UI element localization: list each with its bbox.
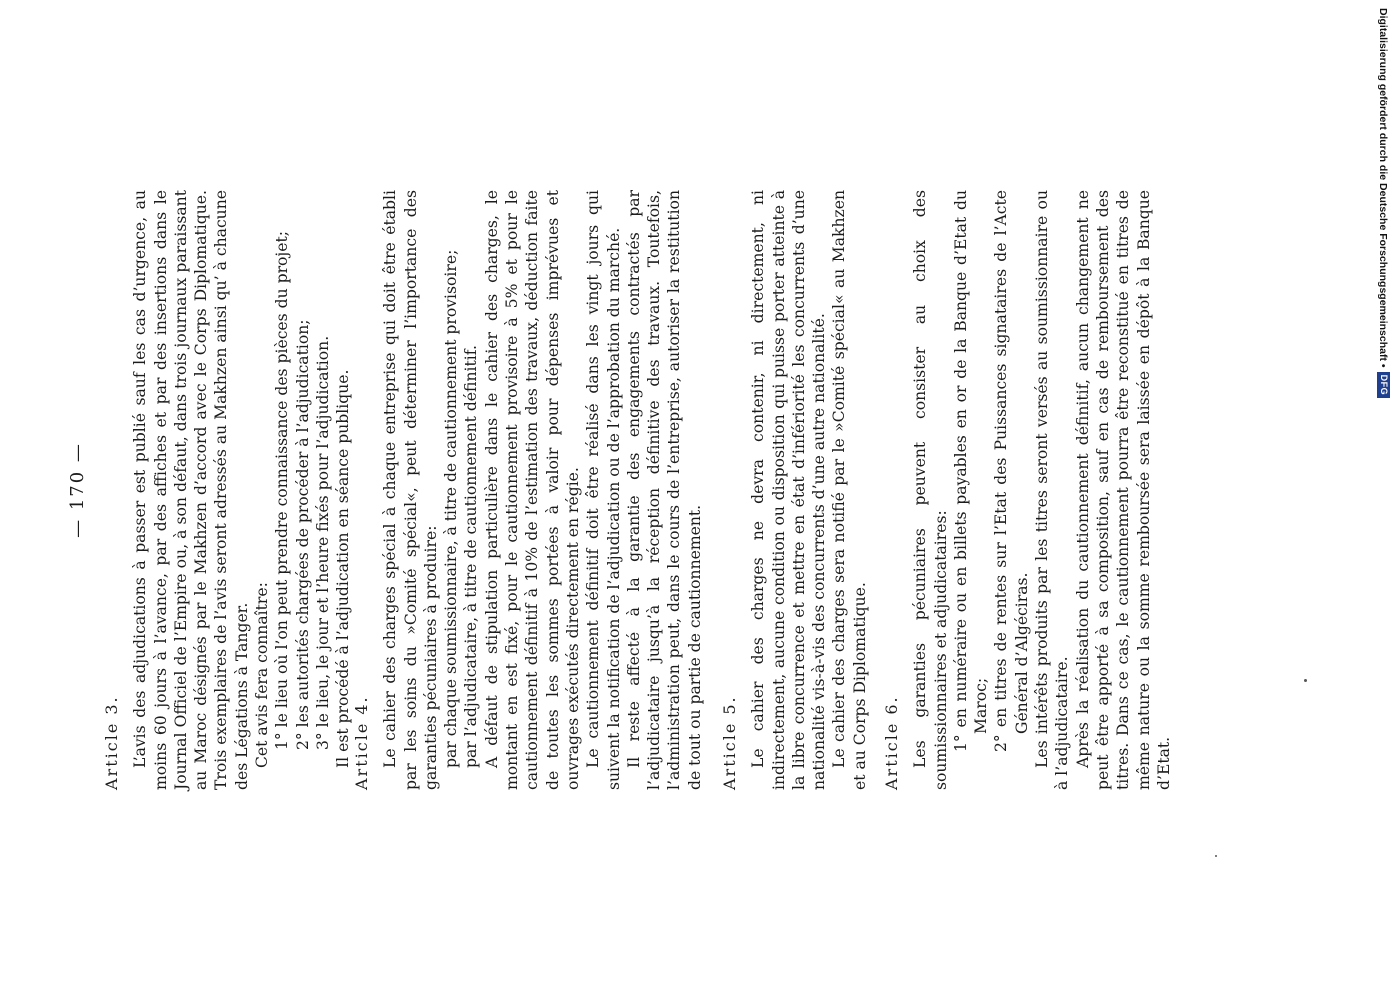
scan-speck	[1215, 855, 1217, 857]
article-3	[102, 190, 354, 790]
article-4-item: par chaque soumissionnaire, à titre de cautionnement provisoire;	[442, 249, 461, 768]
article-4-paragraph: A défaut de stipulation particulière dans le cahier des charges, le montant en est fixé, pour le cautionnement provisoire à 5% et pour le cautionnement définitif à 10% de l’estimation des travaux, déduction faite de toutes les sommes portées à valoir pour dépenses imprévues et ouvrages exécutés directement en régie.	[482, 190, 582, 790]
article-3-paragraph: L’avis des adjudications à passer est publié sauf les cas d’urgence, au moins 60 jours à l’avance, par des affiches et par des insertions dans le Journal Officiel de l’Empire ou, à son défaut, dans trois journaux paraissant au Maroc désignés par le Makhzen d’accord avec le Corps Diplomatique. Trois exemplaires de l’avis seront adressés au Makhzen ainsi qu’ à chacune des Légations à Tanger.	[131, 190, 251, 790]
article-5-paragraph: Le cahier des charges ne devra contenir, ni directement, ni indirectement, aucune condition ou disposition qui puisse porter atteinte à la libre concurrence et mettre en état d’infériorité les concurrents d’une nationalité vis-à-vis des concurrents d’une autre nationalité.	[749, 190, 829, 790]
article-3-item: 1° le lieu où l’on peut prendre connaissance des pièces du projet;	[273, 230, 292, 750]
dfg-logo: DFG	[1377, 372, 1390, 399]
page-number: — 170 —	[67, 442, 88, 538]
article-3-item: 2° les autorités chargées de procéder à l’adjudication;	[293, 319, 312, 750]
rotated-text-block	[60, 190, 1210, 790]
article-4-paragraph: Le cahier des charges spécial à chaque entreprise qui doit être établi par les soins du »Comité spécial«, peut déterminer l’importance des garanties pécuniaires à produire:	[381, 190, 440, 790]
article-5-title: Article 5.	[720, 695, 739, 790]
article-3-paragraph: Cet avis fera connaître:	[253, 582, 272, 768]
digitization-credit	[1377, 8, 1390, 398]
article-4-paragraph: Il reste affecté à la garantie des engagements contractés par l’adjudicataire jusqu’à la réception définitive des travaux. Toutefois, l’administration peut, dans le cours de l’entreprise, autoriser la restitution de tout ou partie de cautionnement.	[624, 190, 704, 790]
article-4-paragraph: Le cautionnement définitif doit être réalisé dans les vingt jours qui suivent la notification de l’adjudication ou de l’approbation du marché.	[584, 190, 623, 790]
scan-speck	[1304, 679, 1307, 682]
article-5	[720, 190, 870, 790]
article-4	[352, 190, 705, 790]
article-6-item: 2° en titres de rentes sur l’Etat des Puissances signataires de l’Acte Général d’Algéciras.	[992, 190, 1031, 752]
article-6-paragraph: Les intérêts produits par les titres seront versés au soumissionnaire ou à l’adjudicataire.	[1033, 190, 1072, 790]
credit-text: Digitalisierung gefördert durch die Deutsche Forschungsgemeinschaft •	[1377, 8, 1390, 368]
article-6-title: Article 6.	[882, 695, 901, 790]
article-3-item: 3° le lieu, le jour et l’heure fixés pour l’adjudication.	[313, 335, 332, 750]
article-6-paragraph: Les garanties pécuniaires peuvent consister au choix des soumissionnaires et adjudicataires:	[911, 190, 950, 790]
article-3-title: Article 3.	[102, 695, 121, 790]
article-6-paragraph: Après la réalisation du cautionnement définitif, aucun changement ne peut être apporté à sa composition, sauf en cas de remboursement des titres. Dans ce cas, le cautionnement pourra être reconstitué en titres de même nature ou la somme remboursée sera laissée en dépôt à la Banque d’Etat.	[1073, 190, 1173, 790]
article-4-item: par l’adjudicataire, à titre de cautionnement définitif.	[462, 345, 481, 768]
article-5-paragraph: Le cahier des charges sera notifié par le »Comité spécial« au Makhzen et au Corps Diplomatique.	[830, 190, 869, 790]
article-3-paragraph: Il est procédé à l’adjudication en séance publique.	[334, 369, 353, 768]
article-4-title: Article 4.	[352, 695, 371, 790]
article-6-item: 1° en numéraire ou en billets payables en or de la Banque d’Etat du Maroc;	[951, 190, 991, 752]
article-6	[882, 190, 1174, 790]
